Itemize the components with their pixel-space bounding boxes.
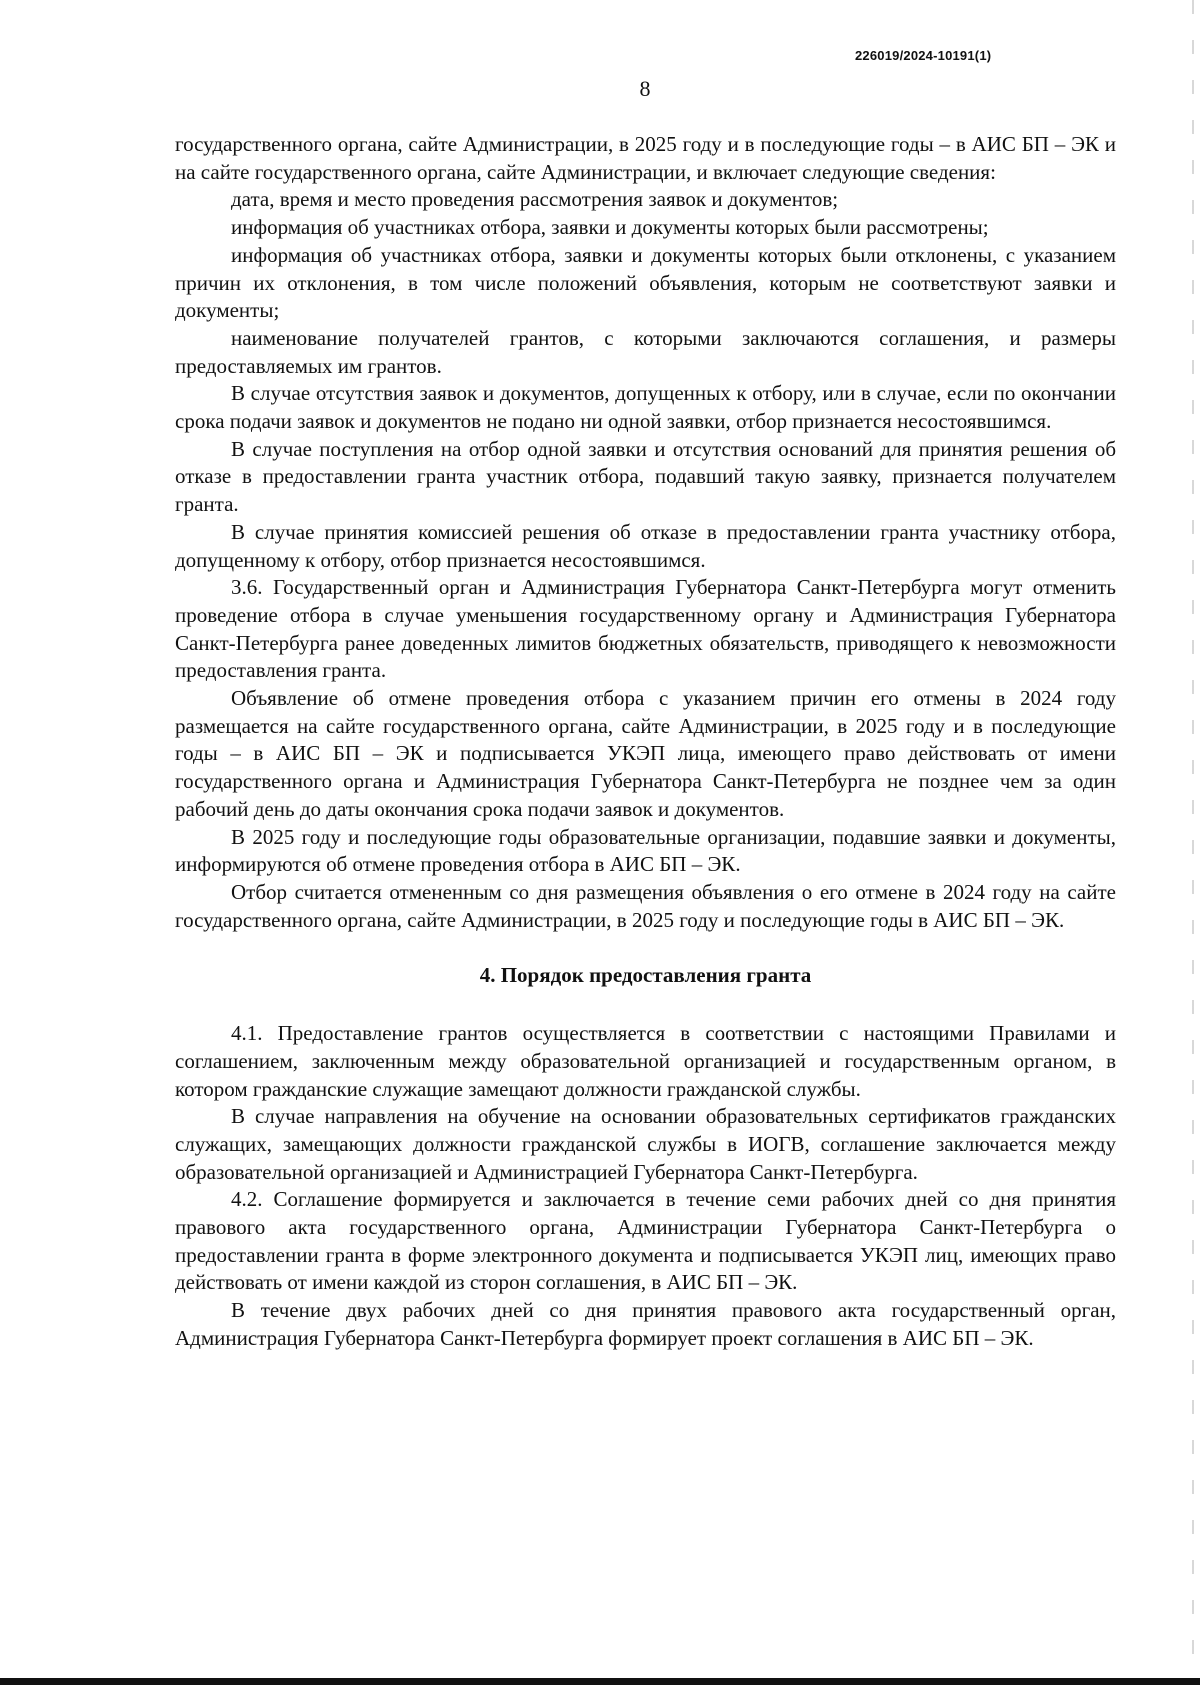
paragraph: информация об участниках отбора, заявки и документы которых были отклонены, с указанием причин их отклонения, в том числе положений объявления, которым не соответствуют заявки и документы; (175, 242, 1116, 323)
paragraph: наименование получателей грантов, с которыми заключаются соглашения, и размеры предоставляемых им грантов. (175, 325, 1116, 378)
page-number: 8 (639, 76, 651, 101)
paragraph: В течение двух рабочих дней со дня принятия правового акта государственный орган, Администрация Губернатора Санкт-Петербурга формирует проект соглашения в АИС БП – ЭК. (175, 1298, 1116, 1350)
scan-edge-right (1192, 0, 1194, 1675)
paragraph: дата, время и место проведения рассмотрения заявок и документов; (231, 187, 839, 212)
paragraph: информация об участниках отбора, заявки и документы которых были рассмотрены; (231, 215, 989, 240)
paragraph-clause-4-2: 4.2. Соглашение формируется и заключается в течение семи рабочих дней со дня принятия правового акта государственного органа, Администрации Губернатора Санкт-Петербурга о предоставлении гранта в форме электронного документа и подписывается УКЭП лиц, имеющих право действовать от имени каждой из сторон соглашения, в АИС БП – ЭК. (175, 1187, 1116, 1295)
page-body (175, 131, 1116, 1353)
paragraph: государственного органа, сайте Администрации, в 2025 году и в последующие годы – в АИС БП – ЭК и на сайте государственного органа, сайте Администрации, и включает следующие сведения: (175, 132, 1116, 184)
paragraph: В случае отсутствия заявок и документов, допущенных к отбору, или в случае, если по окончании срока подачи заявок и документов не подано ни одной заявки, отбор признается несостоявшимся. (175, 381, 1116, 434)
paragraph: В 2025 году и последующие годы образовательные организации, подавшие заявки и документы, информируются об отмене проведения отбора в АИС БП – ЭК. (175, 824, 1116, 877)
paragraph: Объявление об отмене проведения отбора с указанием причин его отмены в 2024 году размещается на сайте государственного органа, сайте Администрации, в 2025 году и в последующие годы – в АИС БП – ЭК и подписывается УКЭП лица, имеющего право действовать от имени государственного органа и Администрация Губернатора Санкт-Петербурга не позднее чем за один рабочий день до даты окончания срока подачи заявок и документов. (175, 686, 1116, 821)
scan-edge-bottom (0, 1678, 1200, 1685)
document-registration-number: 226019/2024-10191(1) (855, 48, 992, 63)
paragraph: В случае поступления на отбор одной заявки и отсутствия оснований для принятия решения об отказе в предоставлении гранта участник отбора, подавший такую заявку, признается получателем гранта. (175, 436, 1116, 517)
paragraph: В случае направления на обучение на основании образовательных сертификатов гражданских служащих, замещающих должности гражданской службы в ИОГВ, соглашение заключается между образовательной организацией и Администрацией Губернатора Санкт-Петербурга. (175, 1104, 1116, 1184)
section-heading: 4. Порядок предоставления гранта (479, 963, 812, 988)
paragraph-clause-4-1: 4.1. Предоставление грантов осуществляется в соответствии с настоящими Правилами и соглашением, заключенным между образовательной организацией и государственным органом, в котором гражданские служащие замещают должности гражданской службы. (175, 1021, 1116, 1101)
paragraph-clause-3-6: 3.6. Государственный орган и Администрация Губернатора Санкт-Петербурга могут отменить проведение отбора в случае уменьшения государственному органу и Администрация Губернатора Санкт-Петербурга ранее доведенных лимитов бюджетных обязательств, приводящего к невозможности предоставления гранта. (175, 575, 1116, 683)
paragraph: Отбор считается отмененным со дня размещения объявления о его отмене в 2024 году на сайте государственного органа, сайте Администрации, в 2025 году и последующие годы в АИС БП – ЭК. (175, 879, 1116, 932)
paragraph: В случае принятия комиссией решения об отказе в предоставлении гранта участнику отбора, допущенному к отбору, отбор признается несостоявшимся. (175, 519, 1116, 572)
